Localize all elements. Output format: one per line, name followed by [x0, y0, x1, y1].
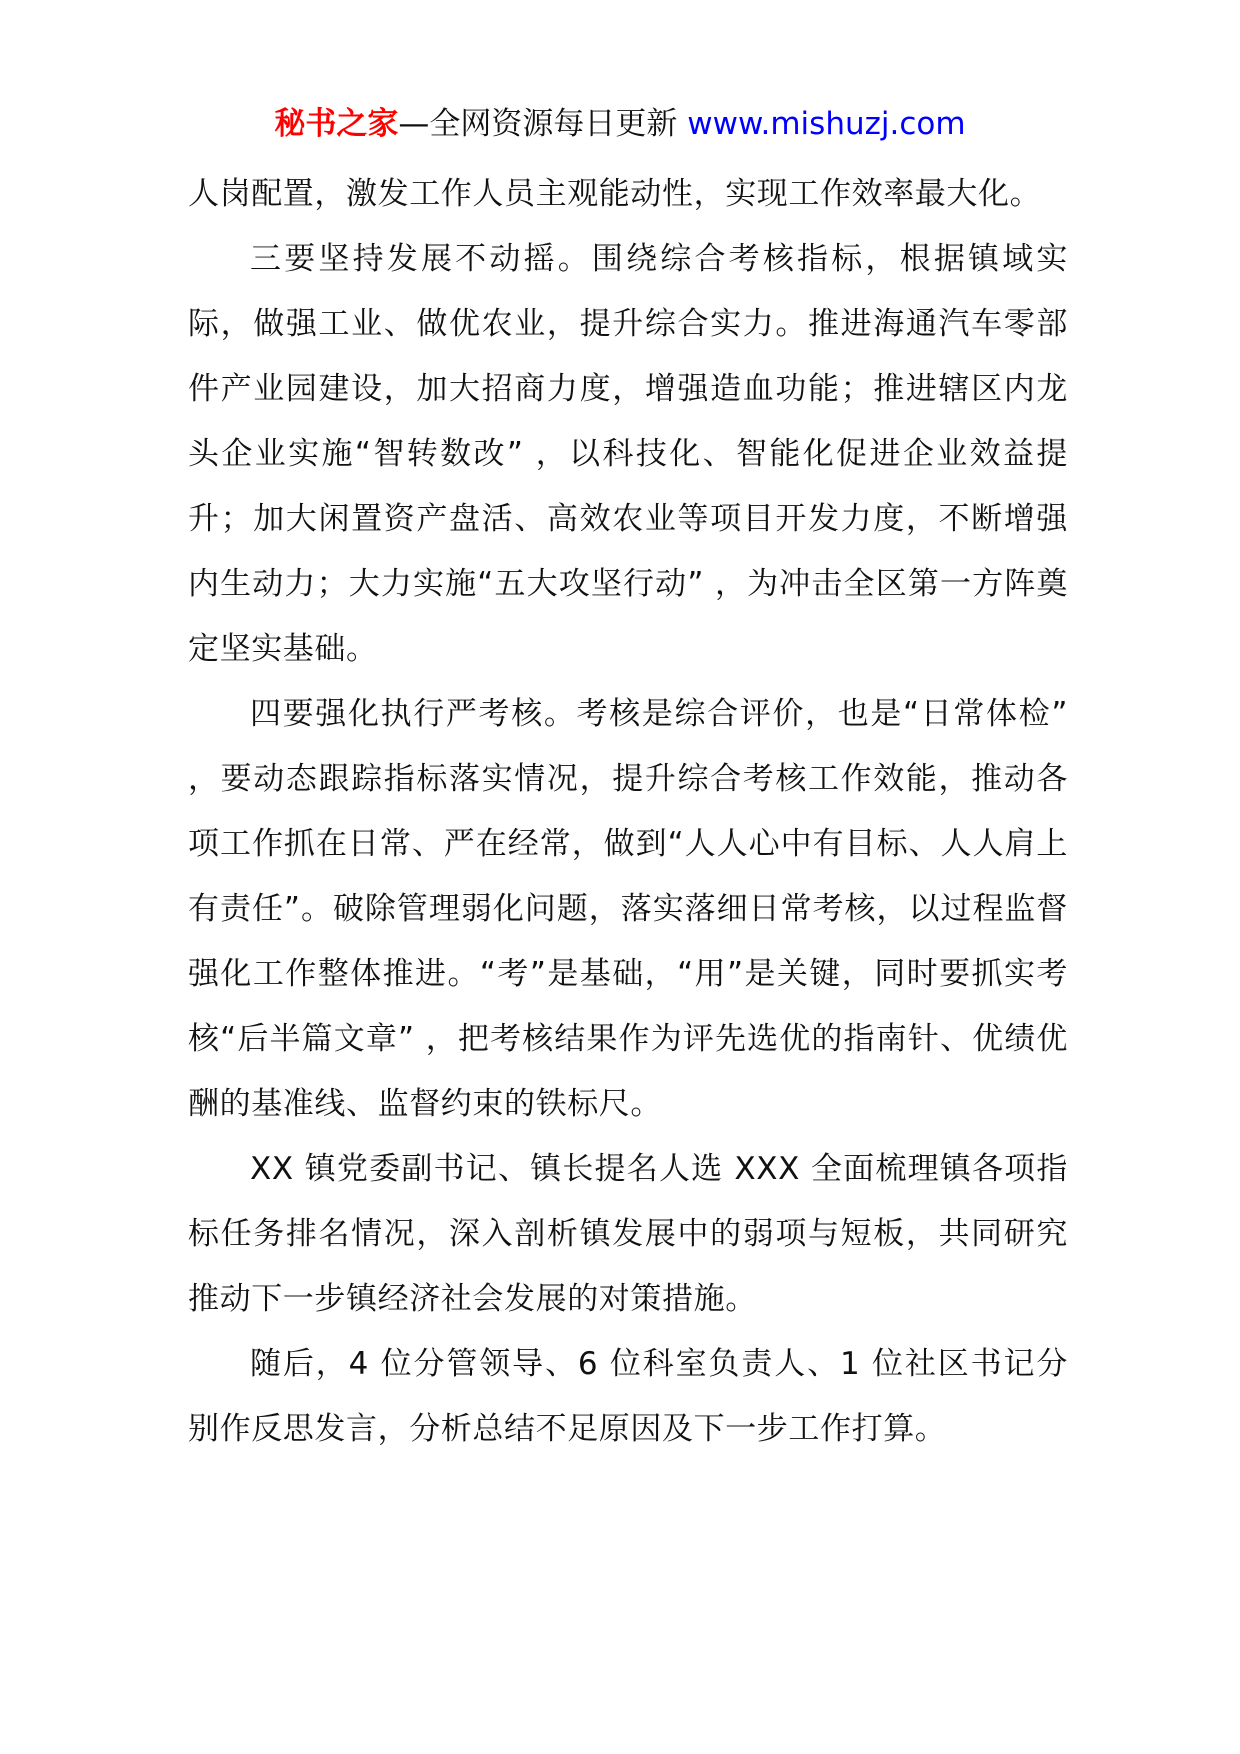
paragraph-continuation: 人岗配置，激发工作人员主观能动性，实现工作效率最大化。 — [188, 176, 1042, 212]
header-tagline: —全网资源每日更新 — [398, 106, 688, 142]
page-header — [0, 102, 1240, 146]
paragraph-mayor-review: XX 镇党委副书记、镇长提名人选 XXX 全面梳理镇各项指标任务排名情况，深入剖析镇发展中的弱项与短板，共同研究推动下一步镇经济社会发展的对策措施。 — [188, 1151, 1068, 1317]
document-body — [188, 162, 1068, 1462]
header-url-link[interactable]: www.mishuzj.com — [687, 106, 966, 142]
paragraph-development: 三要坚持发展不动摇。围绕综合考核指标，根据镇域实际，做强工业、做优农业，提升综合实力。推进海通汽车零部件产业园建设，加大招商力度，增强造血功能；推进辖区内龙头企业实施“智转数改” ，以科技化、智能化促进企业效益提升；加大闲置资产盘活、高效农业等项目开发力度，不断增强内生动力；大力实施“五大攻坚行动” ，为冲击全区第一方阵奠定坚实基础。 — [188, 241, 1068, 667]
paragraph-reflection: 随后，4 位分管领导、6 位科室负责人、1 位社区书记分别作反思发言，分析总结不足原因及下一步工作打算。 — [188, 1346, 1068, 1447]
brand-name: 秘书之家 — [274, 106, 399, 142]
paragraph-assessment: 四要强化执行严考核。考核是综合评价，也是“日常体检” ，要动态跟踪指标落实情况，提升综合考核工作效能，推动各项工作抓在日常、严在经常，做到“人人心中有目标、人人肩上有责任”。破除管理弱化问题，落实落细日常考核，以过程监督强化工作整体推进。“考”是基础，“用”是关键，同时要抓实考核“后半篇文章” ，把考核结果作为评先选优的指南针、优绩优酬的基准线、监督约束的铁标尺。 — [188, 696, 1068, 1122]
